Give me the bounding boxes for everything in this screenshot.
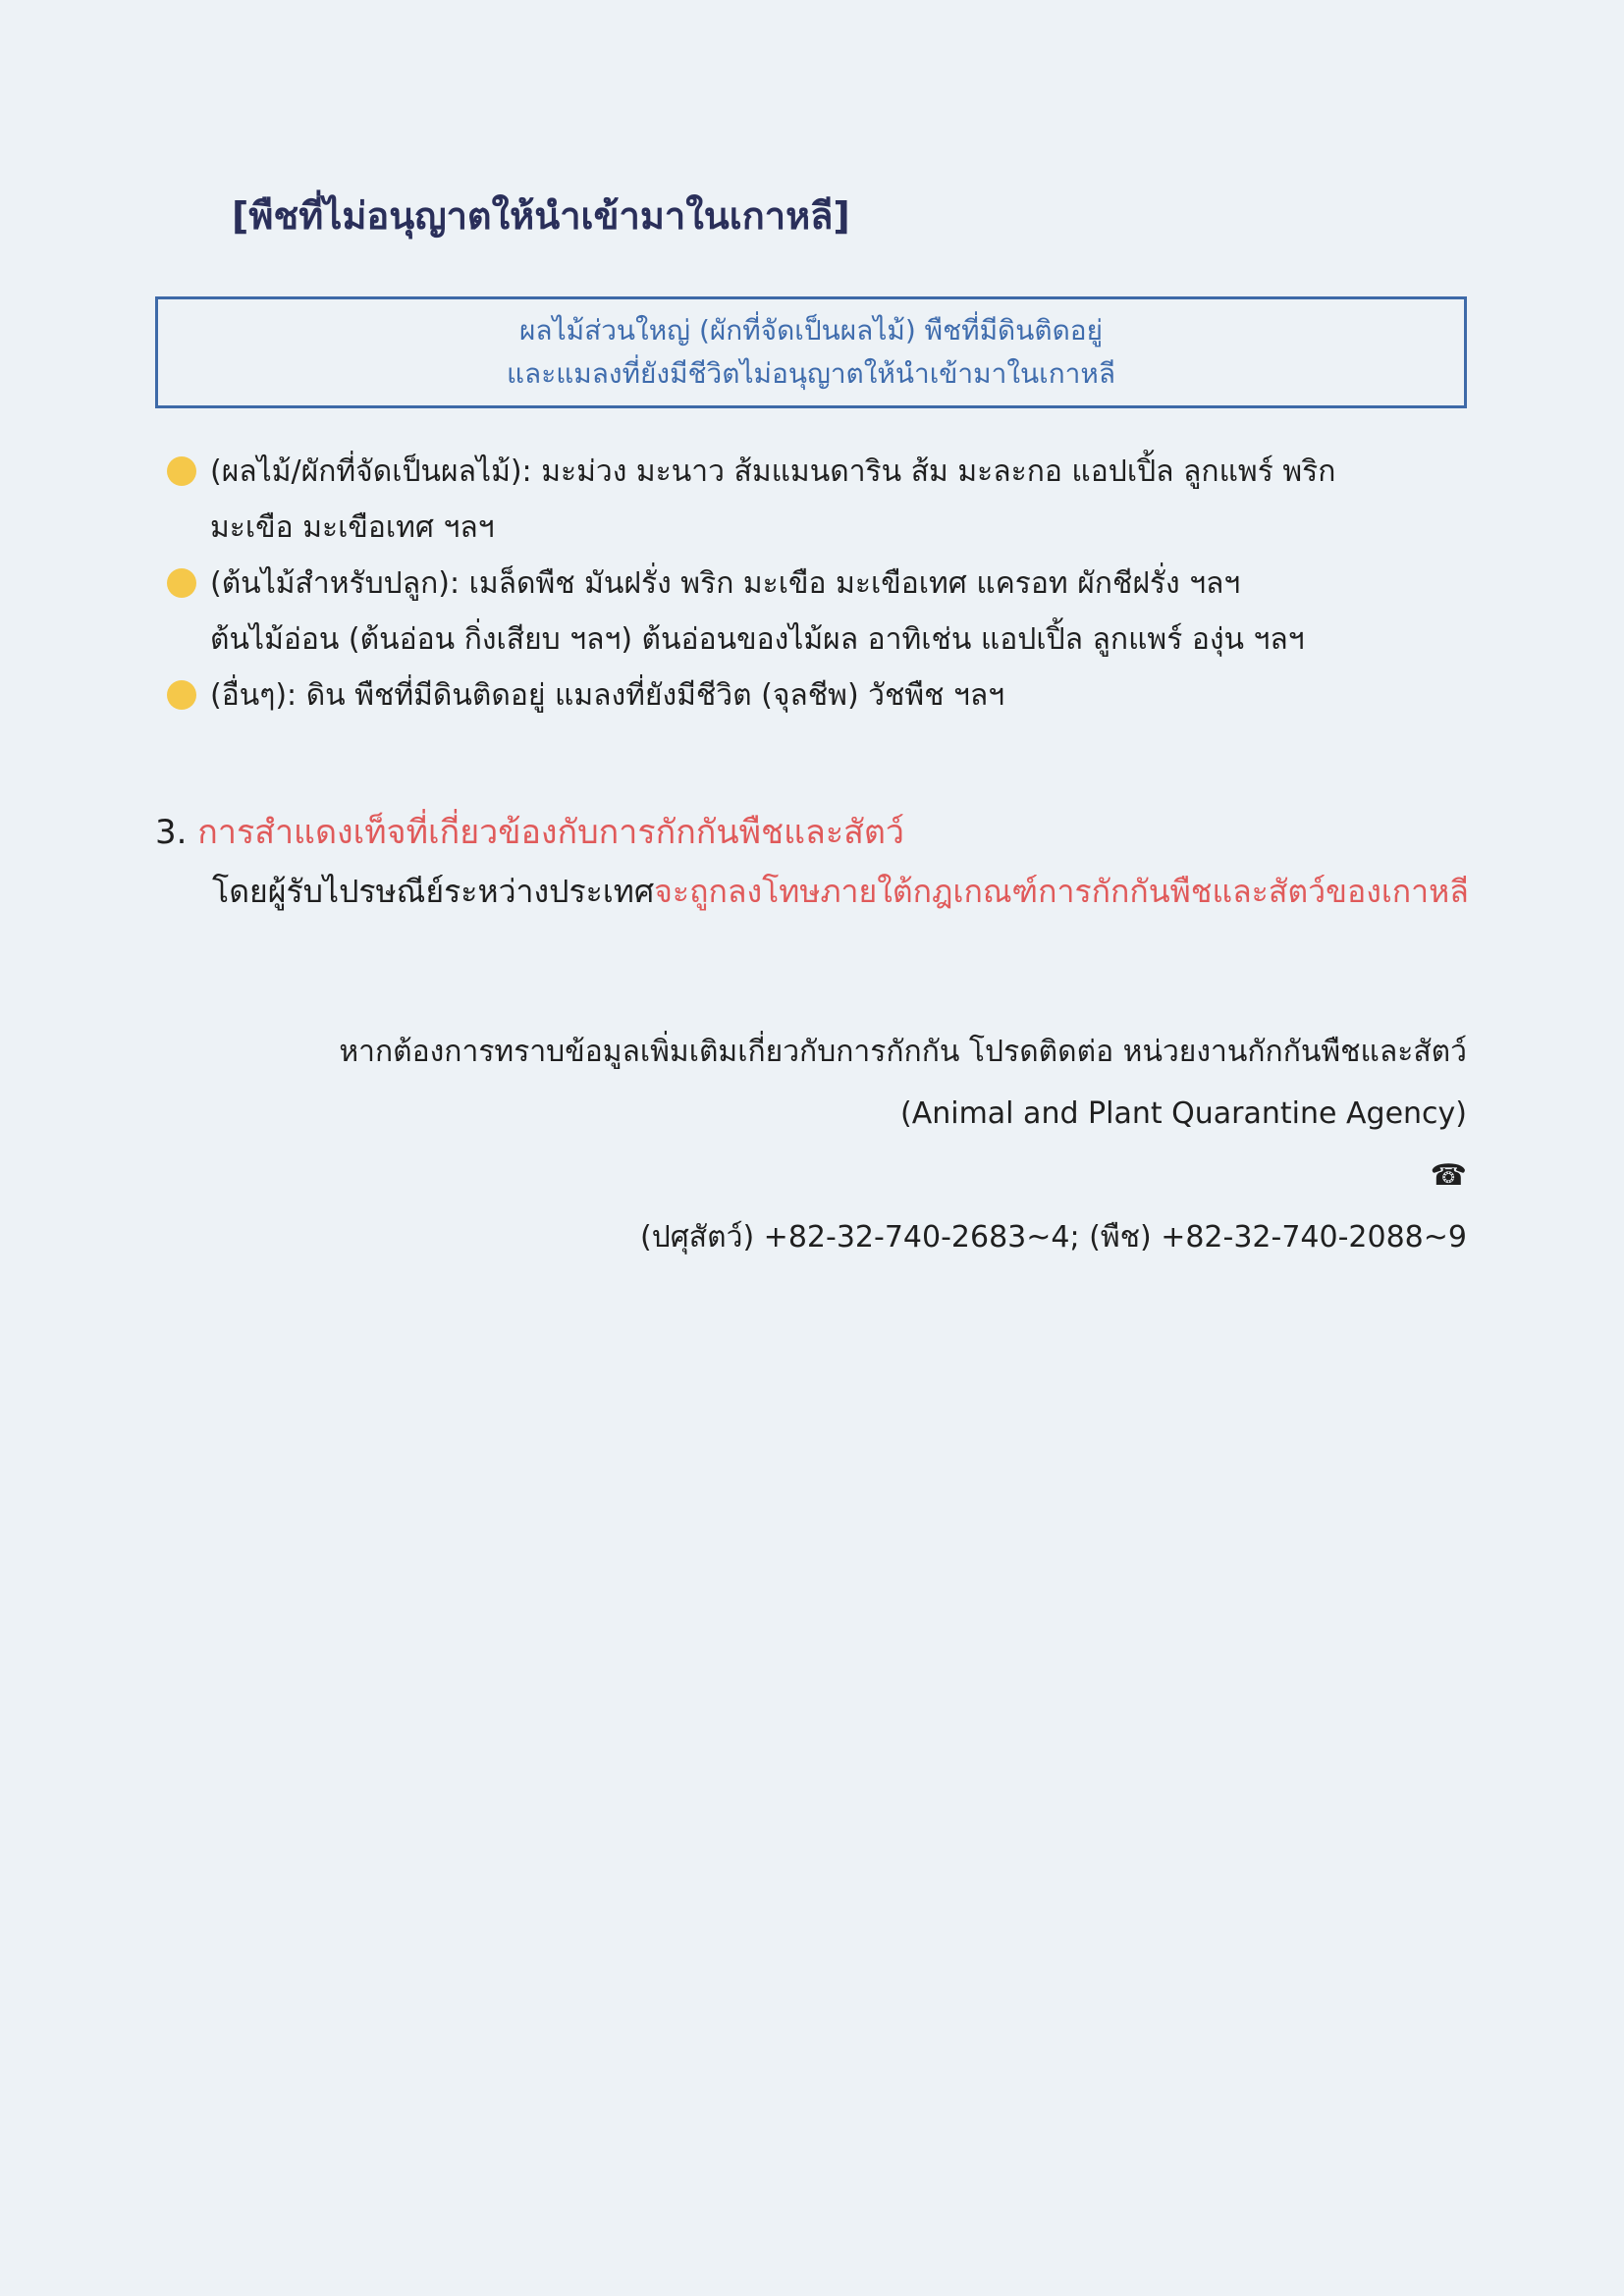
penalty-text: จะถูกลงโทษภายใต้กฎเกณฑ์การกักกันพืชและสัตว์ของเกาหลี bbox=[654, 873, 1469, 910]
notice-line-2: และแมลงที่ยังมีชีวิตไม่อนุญาตให้นำเข้ามาในเกาหลี bbox=[506, 357, 1116, 390]
list-item-line: ต้นไม้อ่อน (ต้นอ่อน กิ่งเสียบ ฯลฯ) ต้นอ่อนของไม้ผล อาทิเช่น แอปเปิ้ล ลูกแพร์ องุ่น ฯลฯ bbox=[210, 622, 1305, 657]
list-item-fruits bbox=[167, 444, 1483, 556]
phone-line bbox=[339, 1145, 1467, 1268]
agency-name: (Animal and Plant Quarantine Agency) bbox=[900, 1096, 1467, 1131]
page-heading: [พืชที่ไม่อนุญาตให้นำเข้ามาในเกาหลี] bbox=[232, 194, 850, 238]
list-item-text bbox=[210, 667, 1004, 723]
contact-line-1: หากต้องการทราบข้อมูลเพิ่มเติมเกี่ยวกับการกักกัน โปรดติดต่อ หน่วยงานกักกันพืชและสัตว์ bbox=[339, 1035, 1467, 1069]
prohibited-items-list bbox=[167, 444, 1483, 723]
list-item-line: (อื่นๆ): ดิน พืชที่มีดินติดอยู่ แมลงที่ยังมีชีวิต (จุลชีพ) วัชพืช ฯลฯ bbox=[210, 678, 1005, 713]
notice-box bbox=[155, 296, 1467, 408]
list-item-others bbox=[167, 667, 1483, 723]
bullet-dot-icon bbox=[167, 568, 196, 598]
bullet-dot-icon bbox=[167, 456, 196, 486]
list-item-text bbox=[210, 556, 1305, 667]
list-item-line: มะเขือ มะเขือเทศ ฯลฯ bbox=[210, 510, 495, 545]
section-3-description bbox=[155, 862, 1490, 921]
phone-numbers: (ปศุสัตว์) +82-32-740-2683~4; (พืช) +82-32-740-2088~9 bbox=[640, 1220, 1467, 1255]
notice-line-1: ผลไม้ส่วนใหญ่ (ผักที่จัดเป็นผลไม้) พืชที่มีดินติดอยู่ bbox=[519, 314, 1103, 347]
contact-info bbox=[339, 1021, 1467, 1268]
bullet-dot-icon bbox=[167, 680, 196, 710]
section-number: 3. bbox=[155, 813, 188, 852]
phone-icon: ☎ bbox=[1430, 1158, 1467, 1193]
list-item-line: (ผลไม้/ผักที่จัดเป็นผลไม้): มะม่วง มะนาว ส้มแมนดาริน ส้ม มะละกอ แอปเปิ้ล ลูกแพร์ พริก bbox=[210, 454, 1336, 489]
section-3 bbox=[155, 803, 1490, 921]
list-item-text bbox=[210, 444, 1335, 556]
list-item-line: (ต้นไม้สำหรับปลูก): เมล็ดพืช มันฝรั่ง พริก มะเขือ มะเขือเทศ แครอท ผักชีฝรั่ง ฯลฯ bbox=[210, 566, 1241, 601]
section-title-text: การสำแดงเท็จที่เกี่ยวข้องกับการกักกันพืชและสัตว์ bbox=[197, 813, 905, 852]
section-3-title bbox=[155, 803, 1490, 862]
list-item-plants bbox=[167, 556, 1483, 667]
description-text: โดยผู้รับไปรษณีย์ระหว่างประเทศ bbox=[212, 873, 655, 910]
